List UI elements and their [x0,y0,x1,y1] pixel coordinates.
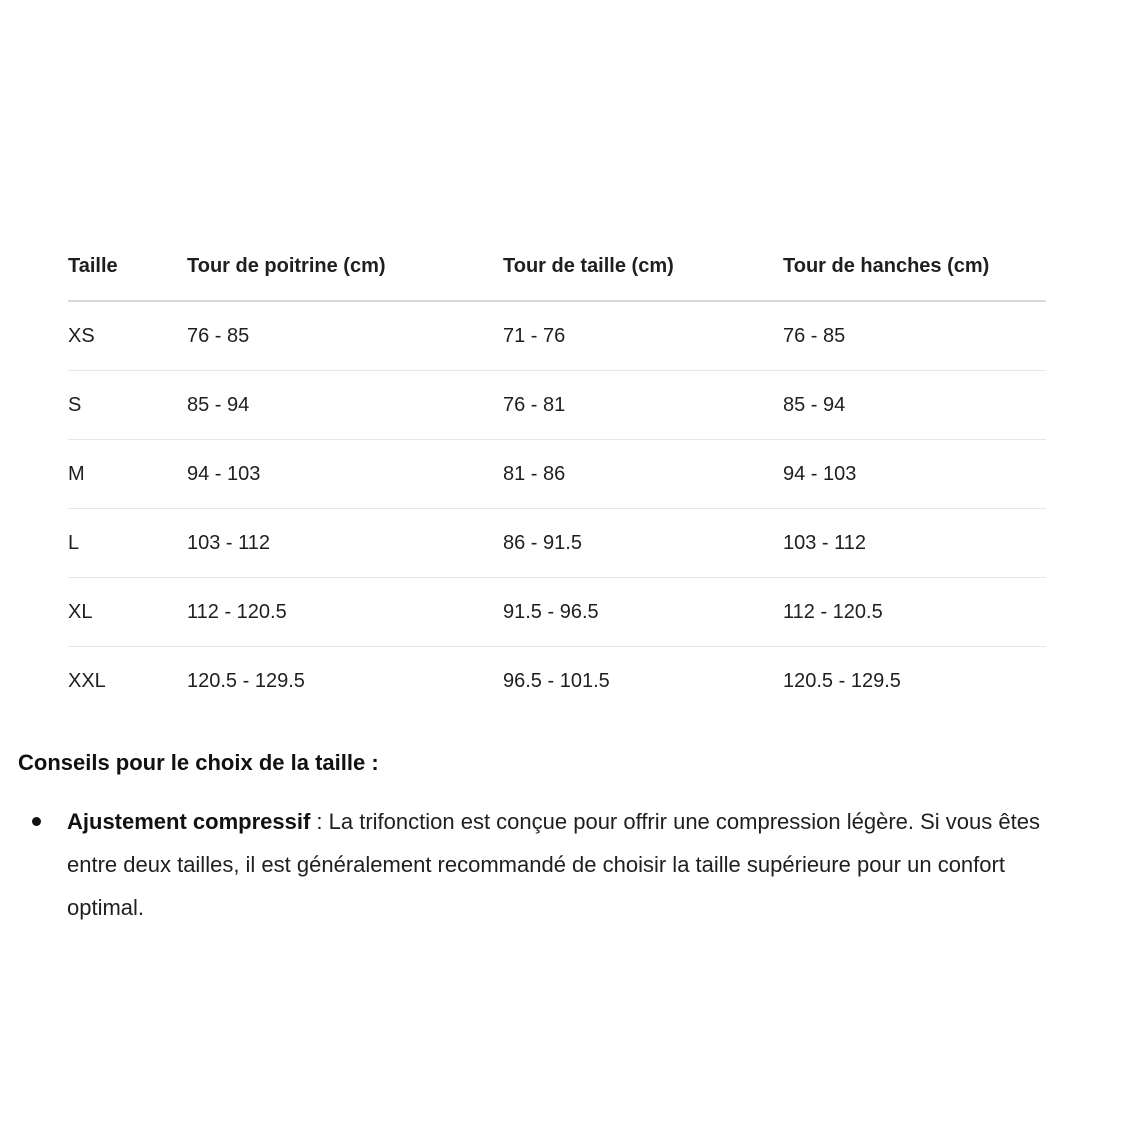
header-waist: Tour de taille (cm) [503,232,783,301]
cell-chest: 94 - 103 [187,440,503,509]
cell-chest: 112 - 120.5 [187,578,503,647]
table-row [68,647,1046,716]
cell-chest: 85 - 94 [187,371,503,440]
table-row [68,578,1046,647]
cell-chest: 120.5 - 129.5 [187,669,305,692]
tip-title: Ajustement compressif [67,809,311,834]
size-chart-table [68,232,1046,715]
cell-chest: 76 - 85 [187,301,503,371]
cell-waist: 81 - 86 [503,440,783,509]
header-chest: Tour de poitrine (cm) [187,232,503,301]
tip-text: : La trifonction est conçue pour offrir une compression légère. Si vous êtes entre deux tailles, il est généralement recommandé de choisir la taille supérieure pour un confort optimal. [67,809,1040,920]
cell-hips: 103 - 112 [783,509,1046,578]
table-row [68,301,1046,371]
cell-hips: 112 - 120.5 [783,578,1046,647]
cell-size: L [68,509,187,578]
header-row [68,232,1046,301]
table-body [68,301,1046,715]
tips-heading: Conseils pour le choix de la taille : [18,750,379,775]
cell-size: S [68,371,187,440]
cell-size: XS [68,301,187,371]
table-row [68,440,1046,509]
header-size: Taille [68,232,187,301]
cell-hips: 85 - 94 [783,371,1046,440]
bullet-icon [32,817,41,826]
tips-list [18,800,1088,929]
cell-chest: 103 - 112 [187,509,503,578]
cell-size: XL [68,578,187,647]
cell-waist: 71 - 76 [503,301,783,371]
table-header [68,232,1046,301]
cell-waist: 86 - 91.5 [503,509,783,578]
cell-waist: 96.5 - 101.5 [503,669,610,692]
cell-waist: 91.5 - 96.5 [503,578,783,647]
cell-hips: 94 - 103 [783,440,1046,509]
header-hips: Tour de hanches (cm) [783,232,1046,301]
cell-waist: 76 - 81 [503,371,783,440]
cell-size: XXL [68,669,106,692]
cell-hips: 120.5 - 129.5 [783,669,901,692]
table-row [68,509,1046,578]
list-item [18,800,1088,929]
cell-size: M [68,440,187,509]
cell-hips: 76 - 85 [783,301,1046,371]
table-row [68,371,1046,440]
